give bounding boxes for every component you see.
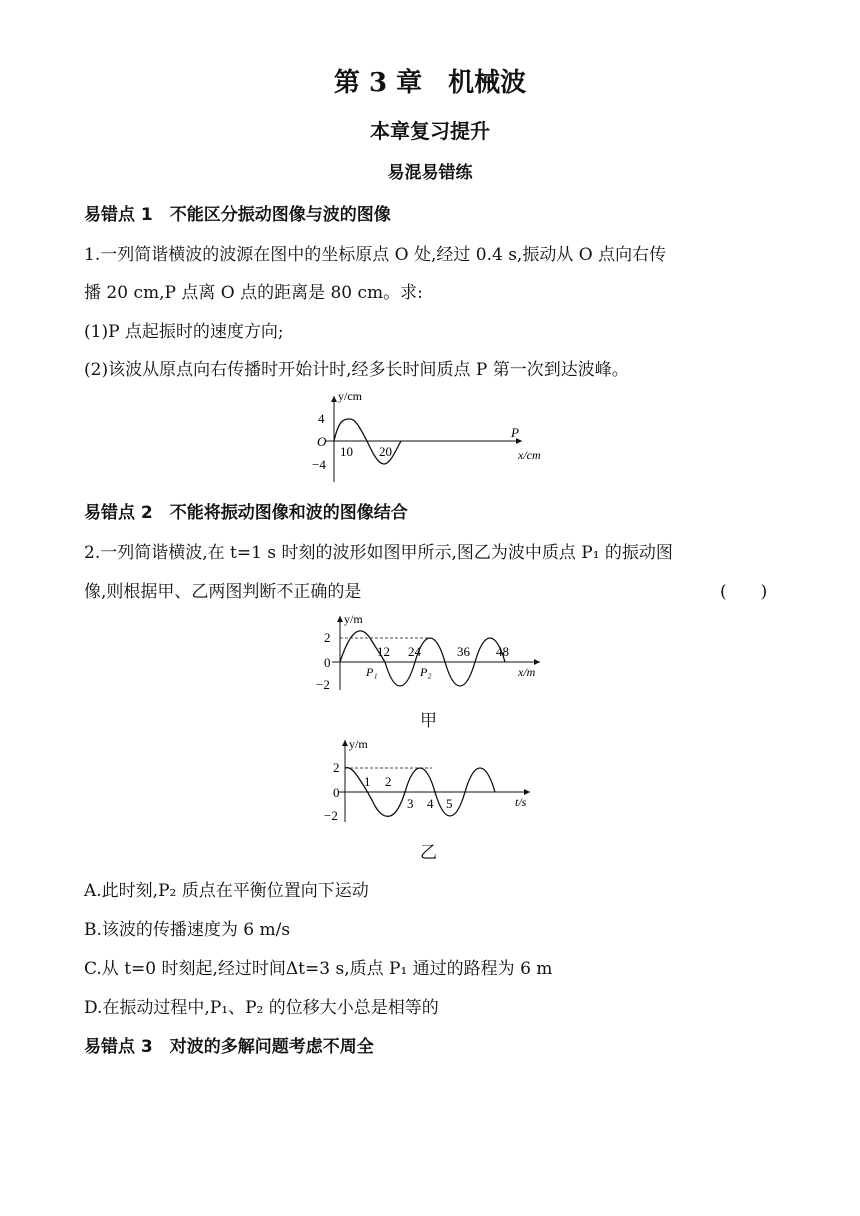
q2-wave-figure-jia: [310, 612, 550, 692]
yi-t-tick-1: 1: [364, 774, 371, 789]
jia-x-tick-24: 24: [408, 644, 421, 659]
yi-y-tick-2: 2: [333, 760, 340, 775]
yi-y-tick-0: 0: [333, 785, 340, 800]
q2-stem-line-1: 2.一列简谐横波,在 t=1 s 时刻的波形如图甲所示,图乙为波中质点 P₁ 的振动图: [84, 543, 673, 563]
chapter-subtitle: 本章复习提升: [370, 119, 490, 143]
q1-wave-figure: [300, 388, 560, 488]
q1-y-axis-label: y/cm: [338, 389, 362, 403]
figure-yi-caption: 乙: [420, 843, 437, 863]
q1-sub-question-2: (2)该波从原点向右传播时开始计时,经多长时间质点 P 第一次到达波峰。: [84, 360, 629, 380]
figure-jia-caption: 甲: [420, 711, 437, 731]
q2-stem-line-2: 像,则根据甲、乙两图判断不正确的是: [84, 582, 362, 602]
q1-x-axis-label: x/cm: [518, 448, 541, 462]
q1-x-tick-10: 10: [340, 444, 353, 459]
option-a[interactable]: A.此时刻,P₂ 质点在平衡位置向下运动: [84, 881, 369, 901]
jia-y-axis-label: y/m: [344, 612, 363, 626]
q1-y-tick-4: 4: [318, 411, 325, 426]
error-point-3-heading: 易错点 3 对波的多解问题考虑不周全: [84, 1037, 374, 1057]
jia-point-p1-label: P₁: [366, 665, 378, 679]
jia-x-tick-48: 48: [496, 644, 509, 659]
q1-origin-label: O: [317, 434, 327, 449]
q1-x-tick-20: 20: [379, 444, 392, 459]
jia-point-p2-label: P₂: [420, 665, 432, 679]
q1-sub-question-1: (1)P 点起振时的速度方向;: [84, 322, 284, 342]
jia-y-tick-0: 0: [324, 655, 331, 670]
yi-y-axis-label: y/m: [349, 737, 368, 751]
error-point-2-heading: 易错点 2 不能将振动图像和波的图像结合: [84, 503, 408, 523]
yi-t-tick-2: 2: [385, 774, 392, 789]
q1-point-p-label: P: [511, 425, 519, 440]
option-d[interactable]: D.在振动过程中,P₁、P₂ 的位移大小总是相等的: [84, 998, 439, 1018]
yi-t-tick-3: 3: [407, 796, 414, 811]
q1-stem-line-2: 播 20 cm,P 点离 O 点的距离是 80 cm。求:: [84, 283, 423, 303]
option-c[interactable]: C.从 t=0 时刻起,经过时间Δt=3 s,质点 P₁ 通过的路程为 6 m: [84, 959, 553, 979]
jia-x-axis-label: x/m: [518, 665, 536, 679]
chapter-title: 第 3 章 机械波: [333, 68, 527, 98]
q1-y-tick-neg4: −4: [312, 457, 326, 472]
jia-x-tick-12: 12: [377, 644, 390, 659]
yi-t-axis-label: t/s: [515, 795, 527, 809]
q1-stem-line-1: 1.一列简谐横波的波源在图中的坐标原点 O 处,经过 0.4 s,振动从 O 点向右传: [84, 245, 667, 265]
jia-x-tick-36: 36: [457, 644, 470, 659]
q2-vibration-figure-yi: [320, 736, 540, 826]
jia-y-tick-neg2: −2: [316, 677, 330, 692]
yi-t-tick-4: 4: [427, 796, 434, 811]
jia-y-tick-2: 2: [324, 630, 331, 645]
section-heading: 易混易错练: [387, 163, 473, 183]
yi-t-tick-5: 5: [446, 796, 453, 811]
option-b[interactable]: B.该波的传播速度为 6 m/s: [84, 920, 291, 940]
q2-answer-bracket: ( ): [720, 582, 768, 602]
error-point-1-heading: 易错点 1 不能区分振动图像与波的图像: [84, 205, 391, 225]
yi-y-tick-neg2: −2: [324, 808, 338, 823]
